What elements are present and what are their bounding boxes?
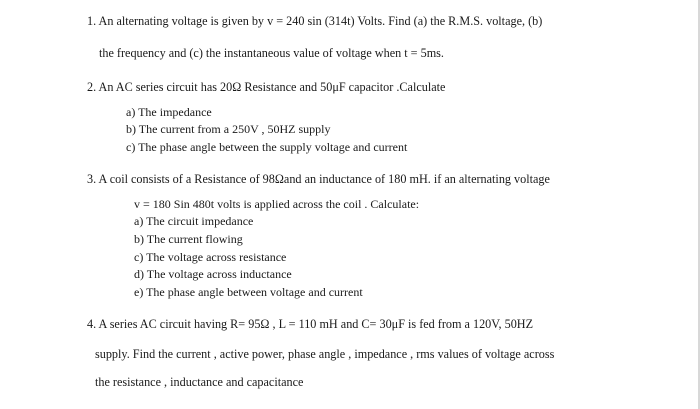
question-4-line-1: 4. A series AC circuit having R= 95Ω , L = 110 mH and C= 30μF is fed from a 120V, 50HZ	[87, 317, 534, 331]
question-2-item-b: b) The current from a 250V , 50HZ supply	[126, 122, 331, 136]
question-2-stem: 2. An AC series circuit has 20Ω Resistance and 50μF capacitor .Calculate	[87, 80, 446, 94]
question-3-line-1: 3. A coil consists of a Resistance of 98Ωand an inductance of 180 mH. if an alternating voltage	[87, 172, 550, 186]
question-3-item-e: e) The phase angle between voltage and current	[134, 285, 363, 299]
question-1-line-2: the frequency and (c) the instantaneous value of voltage when t = 5ms.	[99, 46, 444, 60]
question-4-line-2: supply. Find the current , active power, phase angle , impedance , rms values of voltage across	[95, 347, 555, 361]
question-4-line-3: the resistance , inductance and capacitance	[95, 375, 304, 389]
question-1-line-1: 1. An alternating voltage is given by v = 240 sin (314t) Volts. Find (a) the R.M.S. voltage, (b)	[87, 14, 543, 28]
question-3-item-c: c) The voltage across resistance	[134, 250, 287, 264]
question-3-item-d: d) The voltage across inductance	[134, 267, 292, 281]
question-2-item-a: a) The impedance	[126, 105, 212, 119]
question-3-item-b: b) The current flowing	[134, 232, 243, 246]
question-2-item-c: c) The phase angle between the supply voltage and current	[126, 140, 408, 154]
question-3-line-2: v = 180 Sin 480t volts is applied across the coil . Calculate:	[134, 197, 420, 211]
question-3-item-a: a) The circuit impedance	[134, 214, 254, 228]
